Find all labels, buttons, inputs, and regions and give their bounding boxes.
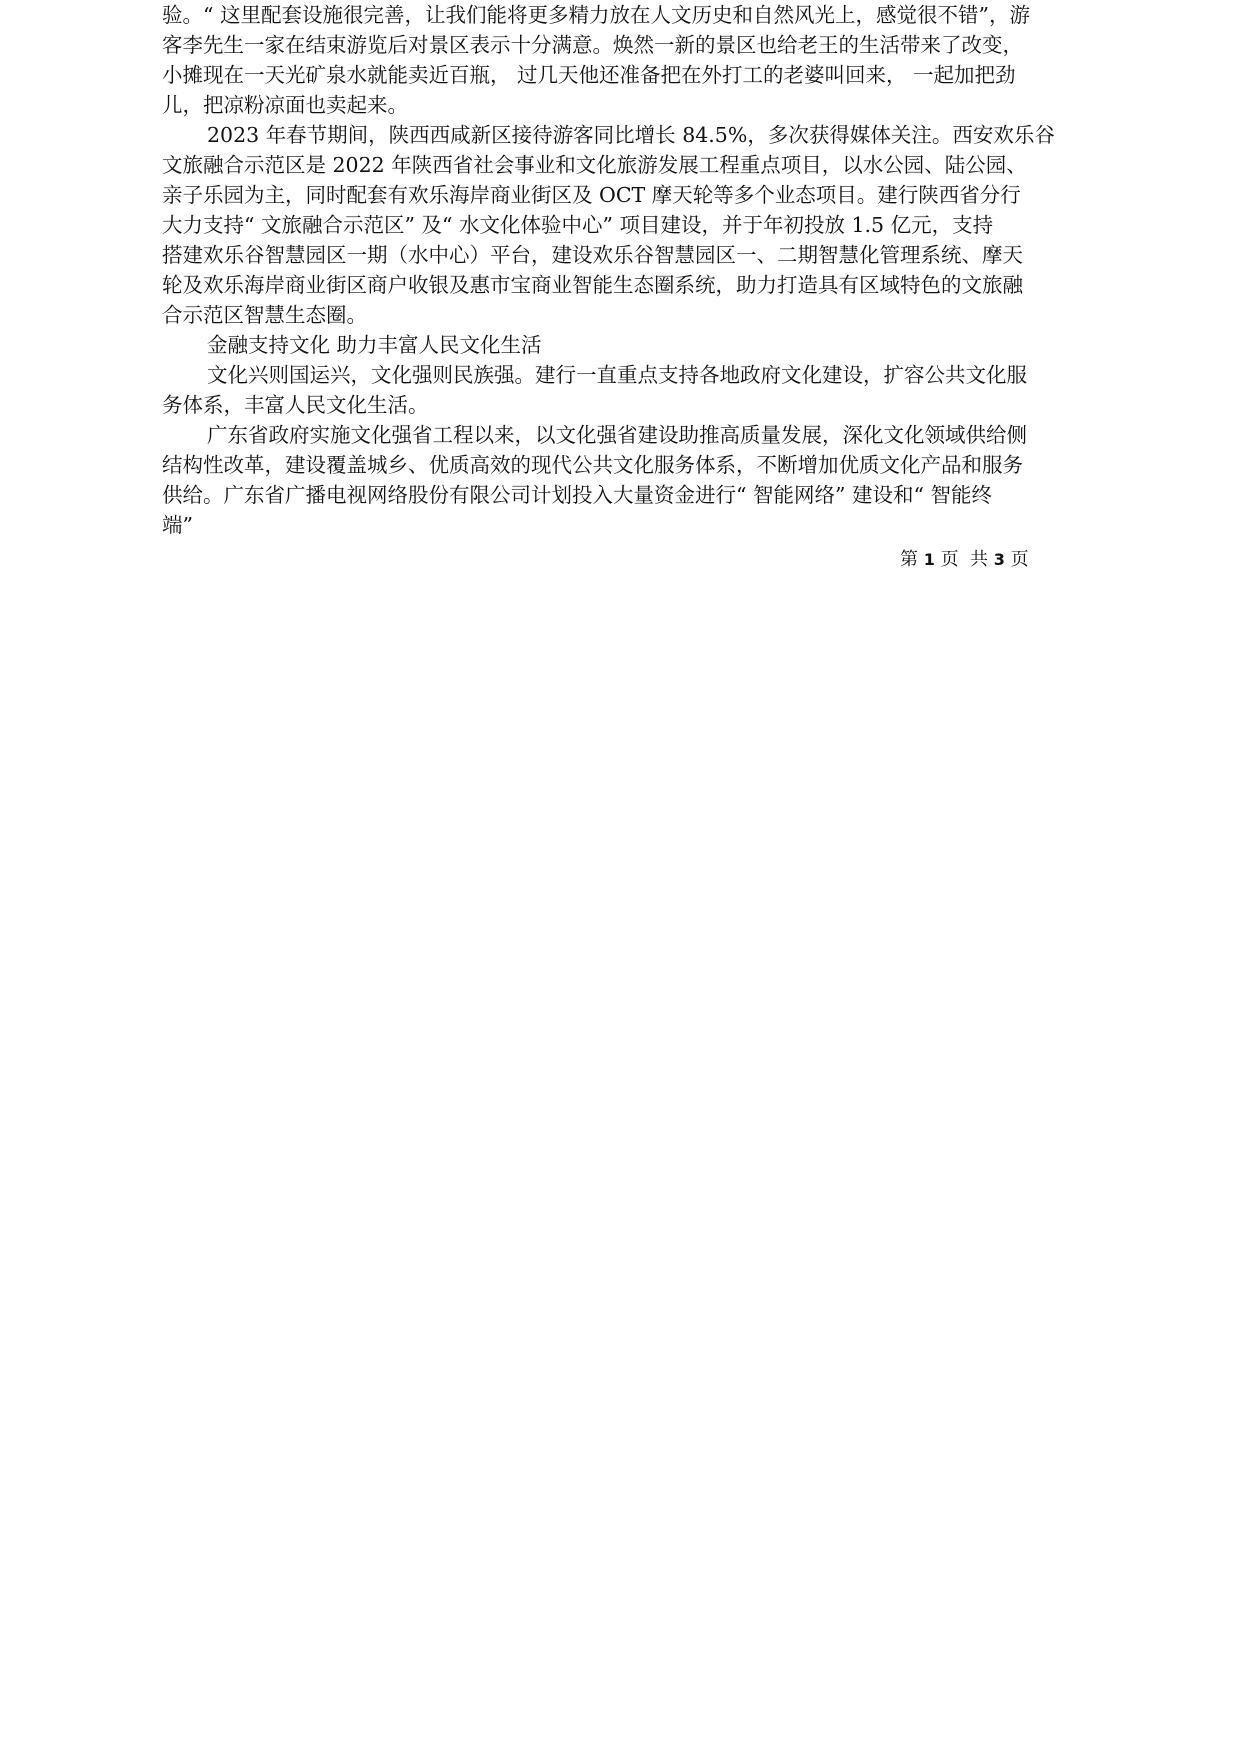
footer-prefix: 第 [900, 549, 924, 570]
text-line: 轮及欢乐海岸商业街区商户收银及惠市宝商业智能生态圈系统，助力打造具有区域特色的文旅融 [162, 273, 1023, 297]
footer-middle: 页 共 [934, 549, 994, 570]
text-line: 端” [162, 513, 193, 537]
page-footer [900, 545, 1029, 575]
text-line: 务体系，丰富人民文化生活。 [162, 393, 429, 417]
text-line: 合示范区智慧生态圈。 [162, 303, 367, 327]
text-line: 广东省政府实施文化强省工程以来，以文化强省建设助推高质量发展，深化文化领域供给侧 [207, 423, 1027, 447]
document-body [162, 0, 1080, 540]
text-line: 结构性改革，建设覆盖城乡、优质高效的现代公共文化服务体系，不断增加优质文化产品和服务 [162, 453, 1023, 477]
text-line: 2023 年春节期间，陕西西咸新区接待游客同比增长 84.5%，多次获得媒体关注。西安欢乐谷 [207, 123, 1055, 147]
text-line: 客李先生一家在结束游览后对景区表示十分满意。焕然一新的景区也给老王的生活带来了改变， [162, 33, 1023, 57]
text-line: 金融支持文化 助力丰富人民文化生活 [207, 333, 542, 357]
text-line: 儿，把凉粉凉面也卖起来。 [162, 93, 408, 117]
text-line: 小摊现在一天光矿泉水就能卖近百瓶， 过几天他还准备把在外打工的老婆叫回来， 一起加把劲 [162, 63, 1016, 87]
text-line: 供给。广东省广播电视网络股份有限公司计划投入大量资金进行“ 智能网络” 建设和“ 智能终 [162, 483, 992, 507]
footer-suffix: 页 [1004, 549, 1029, 570]
current-page-number: 1 [923, 550, 935, 569]
text-line: 亲子乐园为主，同时配套有欢乐海岸商业街区及 OCT 摩天轮等多个业态项目。建行陕西省分行 [162, 183, 1021, 207]
text-line: 文化兴则国运兴，文化强则民族强。建行一直重点支持各地政府文化建设，扩容公共文化服 [207, 363, 1027, 387]
text-line: 大力支持“ 文旅融合示范区” 及“ 水文化体验中心” 项目建设，并于年初投放 1.5 亿元，支持 [162, 213, 994, 237]
total-page-count: 3 [993, 550, 1005, 569]
text-line: 搭建欢乐谷智慧园区一期（水中心）平台，建设欢乐谷智慧园区一、二期智慧化管理系统、摩天 [162, 243, 1023, 267]
text-line: 文旅融合示范区是 2022 年陕西省社会事业和文化旅游发展工程重点项目，以水公园、陆公园、 [162, 153, 1027, 177]
text-line: 验。“ 这里配套设施很完善，让我们能将更多精力放在人文历史和自然风光上，感觉很不错”，游 [162, 3, 1030, 27]
